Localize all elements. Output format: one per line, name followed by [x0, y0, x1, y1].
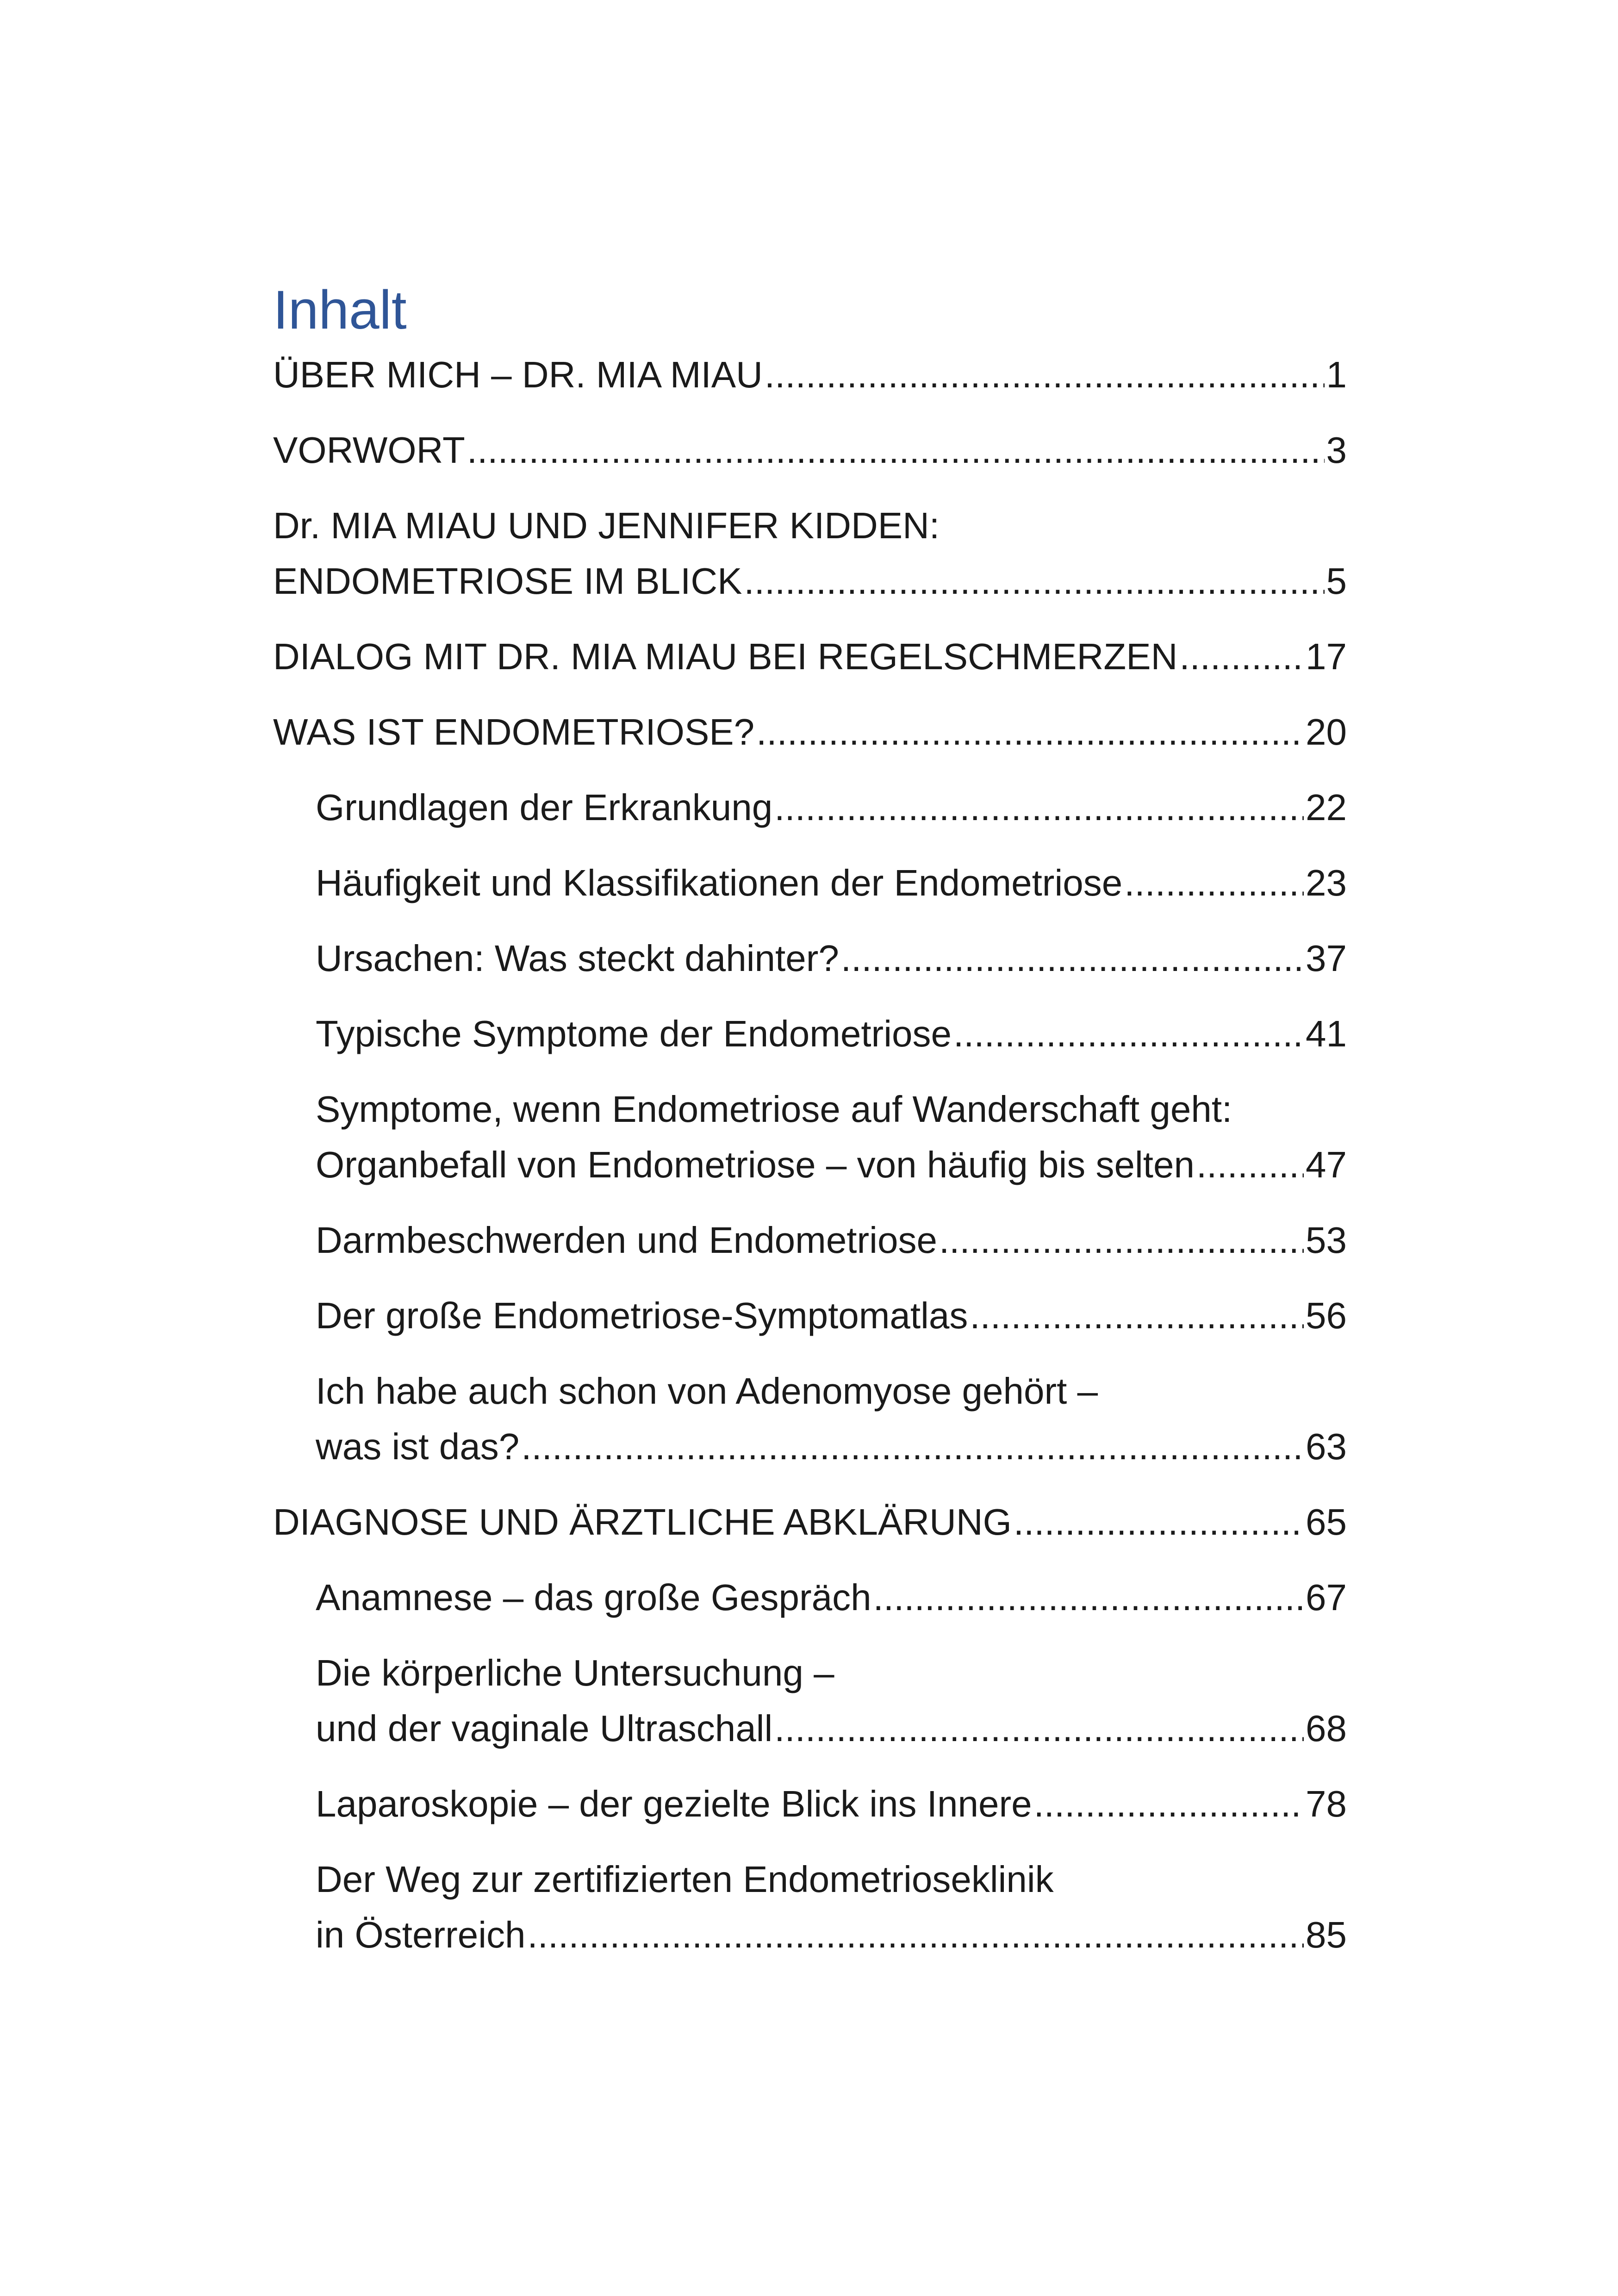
- toc-entries: [273, 347, 1347, 1963]
- dot-leader: [744, 554, 1324, 609]
- dot-leader: [756, 704, 1304, 760]
- toc-entry-row: [316, 1907, 1347, 1963]
- toc-title: Inhalt: [273, 280, 407, 341]
- table-of-contents: [273, 278, 1347, 1983]
- toc-entry[interactable]: [273, 1363, 1347, 1475]
- dot-leader: [970, 1288, 1304, 1344]
- toc-entry-row: [273, 704, 1347, 760]
- toc-entry-text: Organbefall von Endometriose – von häufig bis selten: [316, 1144, 1195, 1185]
- toc-entry-row: [316, 1570, 1347, 1625]
- toc-page-number: 5: [1326, 560, 1347, 602]
- toc-page-number: 20: [1306, 711, 1347, 753]
- toc-page-number: 68: [1306, 1708, 1347, 1749]
- toc-entry-text: ENDOMETRIOSE IM BLICK: [273, 560, 742, 602]
- toc-page-number: 22: [1306, 787, 1347, 828]
- toc-page-number: 65: [1306, 1501, 1347, 1543]
- toc-entry[interactable]: [273, 1776, 1347, 1832]
- toc-entry-text: Die körperliche Untersuchung –: [316, 1652, 834, 1693]
- toc-entry-text: DIALOG MIT DR. MIA MIAU BEI REGELSCHMERZEN: [273, 636, 1178, 677]
- toc-page-number: 37: [1306, 938, 1347, 979]
- toc-entry-text: in Österreich: [316, 1914, 526, 1955]
- toc-entry[interactable]: [273, 704, 1347, 760]
- dot-leader: [521, 1419, 1304, 1475]
- toc-page-number: 78: [1306, 1783, 1347, 1824]
- toc-entry[interactable]: [273, 1006, 1347, 1062]
- toc-entry[interactable]: [273, 347, 1347, 403]
- toc-page-number: 53: [1306, 1220, 1347, 1261]
- toc-entry[interactable]: [273, 1213, 1347, 1268]
- toc-entry-text: Dr. MIA MIAU UND JENNIFER KIDDEN:: [273, 505, 940, 546]
- toc-entry-row: [316, 1213, 1347, 1268]
- toc-entry-text: WAS IST ENDOMETRIOSE?: [273, 711, 755, 753]
- toc-page-number: 47: [1306, 1144, 1347, 1185]
- toc-entry-row: [316, 780, 1347, 835]
- toc-entry[interactable]: [273, 855, 1347, 911]
- toc-page-number: 41: [1306, 1013, 1347, 1054]
- toc-entry-text: ÜBER MICH – DR. MIA MIAU: [273, 354, 763, 395]
- dot-leader: [1034, 1776, 1304, 1832]
- toc-entry[interactable]: [273, 1288, 1347, 1344]
- toc-page-number: 56: [1306, 1295, 1347, 1336]
- toc-entry-row: [273, 347, 1347, 403]
- toc-entry-row: [316, 1137, 1347, 1193]
- toc-page-number: 63: [1306, 1426, 1347, 1467]
- dot-leader: [939, 1213, 1304, 1268]
- dot-leader: [953, 1006, 1304, 1062]
- dot-leader: [527, 1907, 1304, 1963]
- toc-entry-text: Häufigkeit und Klassifikationen der Endometriose: [316, 862, 1123, 903]
- dot-leader: [1014, 1494, 1304, 1550]
- toc-entry-text: VORWORT: [273, 429, 465, 471]
- dot-leader: [1196, 1137, 1304, 1193]
- toc-entry-row: [316, 931, 1347, 986]
- toc-entry-row: [273, 1494, 1347, 1550]
- toc-entry-text: Symptome, wenn Endometriose auf Wanderschaft geht:: [316, 1089, 1232, 1130]
- toc-entry[interactable]: [273, 1082, 1347, 1193]
- toc-entry-text: DIAGNOSE UND ÄRZTLICHE ABKLÄRUNG: [273, 1501, 1012, 1543]
- toc-entry-text: Laparoskopie – der gezielte Blick ins Innere: [316, 1783, 1032, 1824]
- dot-leader: [841, 931, 1304, 986]
- dot-leader: [1124, 855, 1304, 911]
- toc-entry[interactable]: [273, 498, 1347, 609]
- toc-page-number: 85: [1306, 1914, 1347, 1955]
- toc-page-number: 67: [1306, 1577, 1347, 1618]
- toc-entry-row: [273, 554, 1347, 609]
- dot-leader: [774, 780, 1304, 835]
- toc-entry-row: [316, 855, 1347, 911]
- toc-entry[interactable]: [273, 1852, 1347, 1963]
- toc-entry[interactable]: [273, 1570, 1347, 1625]
- toc-entry-text: was ist das?: [316, 1426, 520, 1467]
- dot-leader: [765, 347, 1325, 403]
- toc-entry-text: Typische Symptome der Endometriose: [316, 1013, 952, 1054]
- toc-entry[interactable]: [273, 423, 1347, 478]
- toc-entry-row: [273, 629, 1347, 684]
- toc-entry-row: [316, 1006, 1347, 1062]
- toc-page-number: 1: [1326, 354, 1347, 395]
- toc-entry-text: Ursachen: Was steckt dahinter?: [316, 938, 839, 979]
- toc-entry[interactable]: [273, 1645, 1347, 1756]
- toc-entry-text: Ich habe auch schon von Adenomyose gehört –: [316, 1370, 1098, 1412]
- toc-entry[interactable]: [273, 629, 1347, 684]
- toc-entry[interactable]: [273, 780, 1347, 835]
- toc-entry-row: [316, 1419, 1347, 1475]
- toc-entry-row: [316, 1776, 1347, 1832]
- toc-page-number: 17: [1306, 636, 1347, 677]
- dot-leader: [873, 1570, 1304, 1625]
- toc-entry-row: [316, 1288, 1347, 1344]
- dot-leader: [1179, 629, 1304, 684]
- dot-leader: [467, 423, 1325, 478]
- toc-entry-text: und der vaginale Ultraschall: [316, 1708, 773, 1749]
- toc-entry-text: Anamnese – das große Gespräch: [316, 1577, 871, 1618]
- toc-page-number: 23: [1306, 862, 1347, 903]
- toc-entry[interactable]: [273, 1494, 1347, 1550]
- toc-page-number: 3: [1326, 429, 1347, 471]
- toc-entry-text: Darmbeschwerden und Endometriose: [316, 1220, 937, 1261]
- toc-entry-text: Der große Endometriose-Symptomatlas: [316, 1295, 968, 1336]
- toc-entry-row: [273, 423, 1347, 478]
- toc-entry[interactable]: [273, 931, 1347, 986]
- toc-entry-text: Grundlagen der Erkrankung: [316, 787, 773, 828]
- toc-entry-text: Der Weg zur zertifizierten Endometrioseklinik: [316, 1859, 1054, 1900]
- dot-leader: [774, 1701, 1304, 1756]
- toc-entry-row: [316, 1701, 1347, 1756]
